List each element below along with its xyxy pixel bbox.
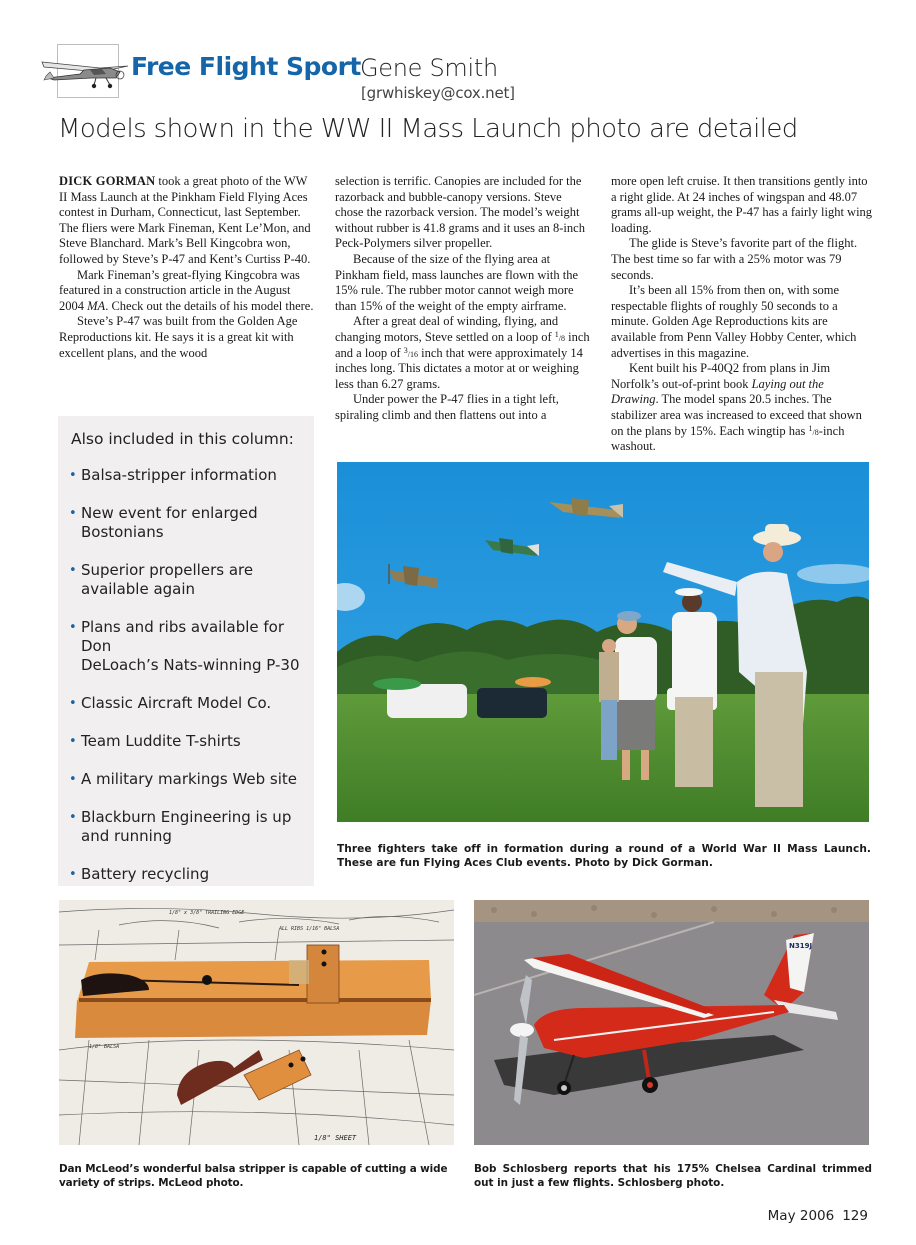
sidebar-item-classic-aircraft: • Classic Aircraft Model Co. [69,694,272,712]
bullet-icon: • [69,867,77,882]
column-name: Free Flight Sport [131,52,361,81]
paragraph: Kent built his P-40Q2 from plans in Jim Norfolk’s out-of-print book Laying out the Drawing. The model spans 20.5 inches. The stabilizer area was increased to exceed that shown on the plans by 15%. Each wingtip has $^1$/8-inch washout. [611,361,862,454]
sidebar-list [68,466,308,884]
paragraph: selection is terrific. Canopies are included for the razorback and bubble-canopy versions. Steve chose the razorback version. The model’s weight without rubber is 41.8 grams and it uses an 8-inch Peck-Polymers silver propeller. [335,174,585,251]
sidebar-item-p30-plans: • Plans and ribs available for Don DeLoach’s Nats-winning P-30 [69,618,300,674]
plan-label: ALL RIBS 1/16" BALSA [279,926,340,932]
tail-registration: N319J [789,942,813,950]
bullet-icon: • [69,810,77,825]
bullet-icon: • [69,734,77,749]
paragraph: It’s been all 15% from then on, with some respectable flights of roughly 50 seconds to a minute. Golden Age Reproductions kits are available from Penn Valley Hobby Center, which advertises in this magazine. [611,283,857,360]
launcher-man-cap [672,588,717,787]
balsa-stripper-photo [59,900,454,1145]
article-column-2 [335,174,593,424]
mass-launch-photo [337,462,869,822]
paragraph: more open left cruise. It then transitions gently into a right glide. At 24 inches of wingspan and 48.07 grams all-up weight, the P-47 has a fairly light wing loading. [611,174,873,235]
page-number: 129 [842,1208,868,1224]
spectator [599,639,619,760]
sidebar-item-balsa-stripper: • Balsa-stripper information [69,466,277,484]
article-column-1 [59,174,317,361]
sidebar-title: Also included in this column: [71,430,294,448]
plan-label: 1/8" SHEET [314,1134,357,1142]
issue-date: May 2006 [767,1208,835,1224]
airplane-icon [40,50,132,90]
paragraph: Steve’s P-47 was built from the Golden Age Reproductions kit. He says it is a great kit with excellent plans, and the wood [59,314,298,360]
magazine-title: MA [87,298,106,313]
book-title: Laying out the Drawing [611,376,824,407]
paragraph: Under power the P-47 flies in a tight left, spiraling climb and then flattens out into a [335,392,559,422]
stripper-photo-caption: Dan McLeod’s wonderful balsa stripper is capable of cutting a wide variety of strips. McLeod photo. [59,1163,448,1189]
plan-label: 1/8" x 3/8" TRAILING EDGE [169,910,245,916]
main-photo-caption: Three fighters take off in formation during a round of a World War II Mass Launch. These are fun Flying Aces Club events. Photo by Dick Gorman. [337,843,871,869]
author-email[interactable]: [grwhiskey@cox.net] [361,84,515,102]
paragraph: Because of the size of the flying area at Pinkham field, mass launches are flown with the 15% rule. The rubber motor cannot weigh more than 15% of the weight of the empty airframe. [335,251,578,313]
article-headline: Models shown in the WW II Mass Launch photo are detailed [58,114,798,144]
paragraph: DICK GORMAN took a great photo of the WW II Mass Launch at the Pinkham Field Flying Aces contest in Durham, Connecticut, last September. The fliers were Mark Fineman, Kent Le’Mon, and Steve Blanchard. Mark’s Bell Kingcobra won, followed by Steve’s P-47 and Kent’s Curtiss P-40. [59,174,311,266]
bullet-icon: • [69,563,77,578]
plan-label: 1/8" BALSA [89,1044,120,1050]
sidebar-item-bostonians: • New event for enlarged Bostonians [69,504,258,541]
bullet-icon: • [69,772,77,787]
cardinal-photo-caption: Bob Schlosberg reports that his 175% Chelsea Cardinal trimmed out in just a few flights. Schlosberg photo. [474,1163,872,1189]
article-column-3 [611,174,873,455]
paragraph: The glide is Steve’s favorite part of the flight. The best time so far with a 25% motor was 79 seconds. [611,236,858,282]
bullet-icon: • [69,696,77,711]
bullet-icon: • [69,506,77,521]
sidebar-item-battery-recycling: • Battery recycling [69,865,210,883]
chelsea-cardinal-photo [474,900,869,1145]
bullet-icon: • [69,620,77,635]
page-footer [768,1208,868,1224]
author-name: Gene Smith [360,54,498,82]
sidebar-item-blackburn: • Blackburn Engineering is up and running [69,808,292,845]
paragraph: After a great deal of winding, flying, and changing motors, Steve settled on a loop of $^1$/8 inch and a loop of $^3$/16 inch that were approximately 14 inches long. This dictates a motor at or weighing less than 6.27 grams. [335,314,590,391]
bullet-icon: • [69,468,77,483]
sidebar-item-team-luddite: • Team Luddite T-shirts [69,732,241,750]
sidebar-item-military-markings: • A military markings Web site [69,770,298,788]
sidebar-item-propellers: • Superior propellers are available again [69,561,254,598]
paragraph: Mark Fineman’s great-flying Kingcobra was featured in a construction article in the August 2004 MA. Check out the details of his model there. [59,267,314,313]
also-included-sidebar [58,416,314,886]
lead-in: DICK GORMAN [59,174,156,188]
